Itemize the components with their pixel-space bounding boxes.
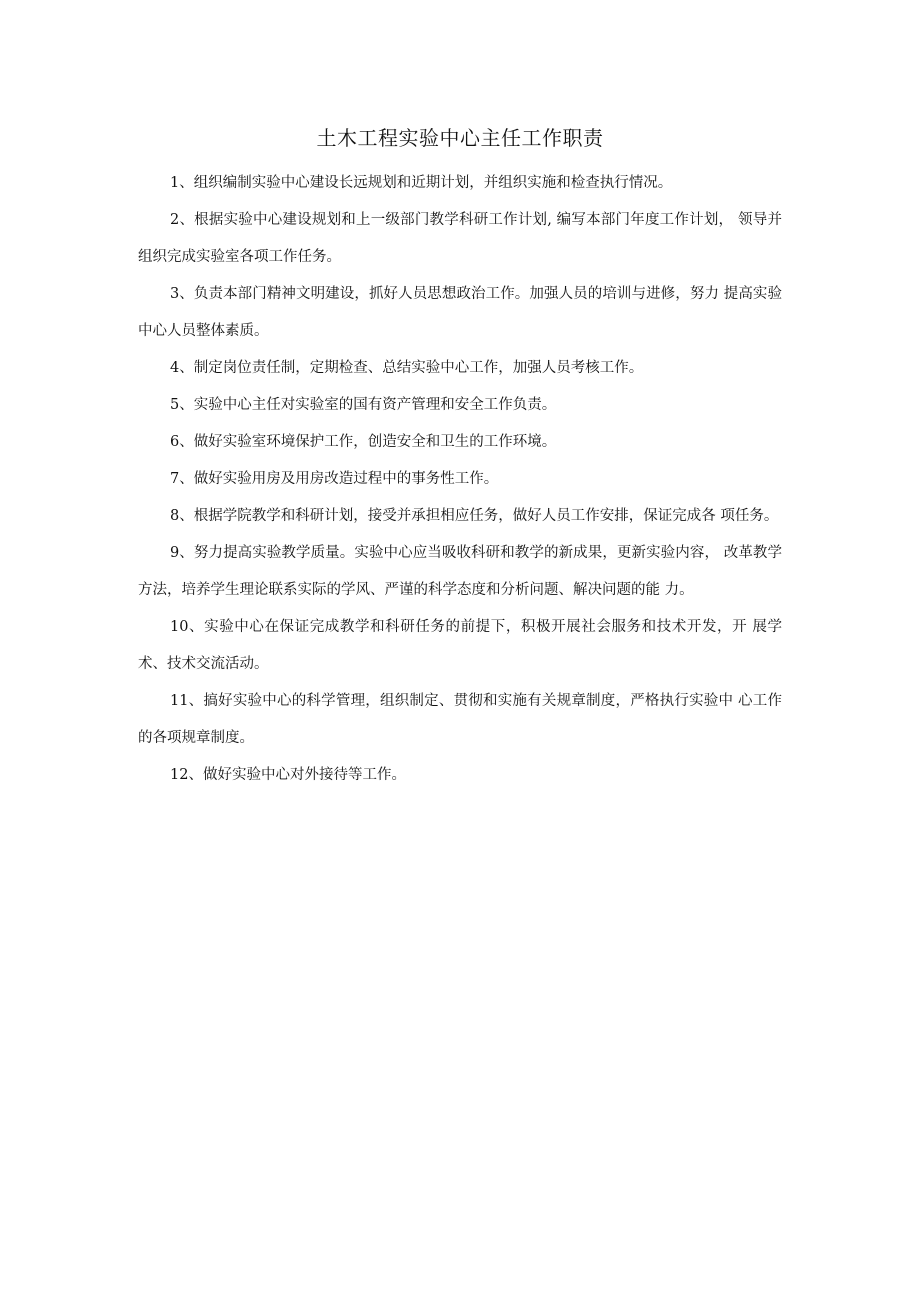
duty-item-11: 11、搞好实验中心的科学管理，组织制定、贯彻和实施有关规章制度，严格执行实验中 心工作的各项规章制度。 <box>138 693 782 746</box>
duty-item-1: 1、组织编制实验中心建设长远规划和近期计划，并组织实施和检查执行情况。 <box>170 175 673 191</box>
duty-item-3: 3、负责本部门精神文明建设，抓好人员思想政治工作。加强人员的培训与进修，努力 提高实验中心人员整体素质。 <box>138 286 782 339</box>
duty-item-4: 4、制定岗位责任制，定期检查、总结实验中心工作，加强人员考核工作。 <box>170 360 644 376</box>
document-title: 土木工程实验中心主任工作职责 <box>316 126 604 150</box>
duty-item-5: 5、实验中心主任对实验室的国有资产管理和安全工作负责。 <box>170 397 557 413</box>
duty-item-7: 7、做好实验用房及用房改造过程中的事务性工作。 <box>170 471 499 487</box>
duty-item-9: 9、努力提高实验教学质量。实验中心应当吸收科研和教学的新成果，更新实验内容， 改革教学方法，培养学生理论联系实际的学风、严谨的科学态度和分析问题、解决问题的能 力。 <box>138 545 782 598</box>
duty-item-8: 8、根据学院教学和科研计划，接受并承担相应任务，做好人员工作安排，保证完成各 项任务。 <box>170 508 779 524</box>
duty-item-10: 10、实验中心在保证完成教学和科研任务的前提下，积极开展社会服务和技术开发，开 展学术、技术交流活动。 <box>138 619 782 672</box>
duty-item-2: 2、根据实验中心建设规划和上一级部门教学科研工作计划, 编写本部门年度工作计划， 领导并组织完成实验室各项工作任务。 <box>138 212 782 265</box>
duty-item-12: 12、做好实验中心对外接待等工作。 <box>170 767 406 783</box>
duty-list <box>138 165 782 794</box>
duty-item-6: 6、做好实验室环境保护工作，创造安全和卫生的工作环境。 <box>170 434 557 450</box>
